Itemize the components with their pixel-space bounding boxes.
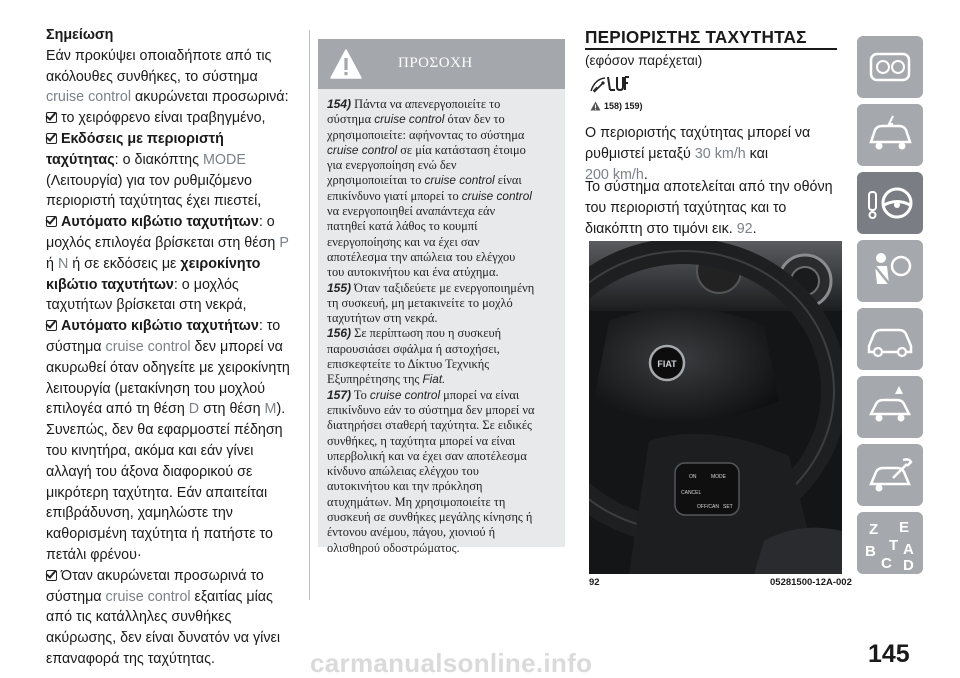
text-line bbox=[46, 275, 304, 296]
text-span: του περιοριστή ταχύτητας και το bbox=[585, 199, 787, 216]
text-span: ατυχημάτων. Μη χρησιμοποιείτε τη bbox=[327, 494, 506, 509]
alphabetical-index-icon bbox=[857, 512, 923, 574]
text-span: cruise control bbox=[369, 387, 441, 402]
text-span: αλλαγή του άξονα διαφορικού σε bbox=[46, 463, 253, 480]
footnote-numbers: 158) 159) bbox=[604, 101, 643, 111]
text-span: επαναφορά της ταχύτητας. bbox=[46, 650, 215, 667]
text-span: παρουσιάσει σφάλμα ή αστοχήσει, bbox=[327, 341, 500, 356]
watermark: carmanualsonline.info bbox=[310, 648, 593, 678]
text-line bbox=[46, 171, 304, 192]
text-span: χρησιμοποιείται το bbox=[327, 173, 425, 188]
text-line bbox=[46, 316, 304, 337]
button-on: ON bbox=[689, 474, 697, 480]
figure-number: 92 bbox=[589, 577, 600, 588]
text-line bbox=[46, 587, 304, 608]
text-span: Όταν ακυρώνεται προσωρινά το bbox=[61, 567, 264, 584]
text-span: επικίνδυνο γιατί μπορεί το bbox=[327, 188, 462, 203]
text-span: περιοριστή ταχύτητας έχει πιεστεί, bbox=[46, 193, 262, 210]
text-span: 157) bbox=[327, 387, 352, 402]
text-line bbox=[46, 628, 304, 649]
text-span: του αυτοκινήτου και ένα ατύχημα. bbox=[327, 265, 499, 280]
text-span: μοχλός επιλογέα βρίσκεται στη θέση bbox=[46, 234, 280, 251]
text-span: είναι bbox=[494, 173, 522, 188]
text-span: Fiat. bbox=[422, 372, 446, 387]
warning-title: ΠΡΟΣΟΧΗ bbox=[398, 55, 473, 71]
text-span: επικίνδυνο εάν το σύστημα δεν μπορεί να bbox=[327, 402, 535, 417]
text-span: επισκεφτείτε το Δίκτυο Τεχνικής bbox=[327, 357, 490, 372]
text-span: καθορισμένη ταχύτητα ή πατήστε το bbox=[46, 526, 273, 543]
tab-driving-controls[interactable] bbox=[857, 172, 923, 234]
text-line bbox=[585, 198, 847, 219]
button-set: SET bbox=[723, 504, 733, 510]
text-span: cruise control bbox=[327, 142, 398, 157]
text-span: P bbox=[279, 234, 289, 251]
text-span: υπερβολική και να έχει σαν αποτέλεσμα bbox=[327, 448, 527, 463]
text-span: Το bbox=[351, 387, 370, 402]
column-divider bbox=[309, 30, 310, 600]
wrench-key-steering-wheel-icon bbox=[857, 172, 923, 234]
text-line bbox=[46, 503, 304, 524]
text-line bbox=[46, 483, 304, 504]
text-line bbox=[327, 128, 559, 143]
text-span: μπορεί να είναι bbox=[440, 387, 520, 402]
text-span: μικρότερη ταχύτητα. Εάν απαιτείται bbox=[46, 484, 268, 501]
text-line bbox=[46, 67, 304, 88]
text-line bbox=[327, 158, 559, 173]
text-line bbox=[327, 495, 559, 510]
text-span: δεν μπορεί να bbox=[190, 338, 283, 355]
text-line bbox=[46, 87, 304, 108]
text-span: και bbox=[745, 145, 769, 162]
text-span: 155) bbox=[327, 280, 352, 295]
text-span: Ο περιοριστής ταχύτητας μπορεί να bbox=[585, 125, 811, 141]
index-letter-b: B bbox=[865, 543, 876, 560]
note-text bbox=[46, 46, 304, 670]
text-span: Πάντα να απενεργοποιείτε το bbox=[351, 97, 501, 111]
text-line bbox=[585, 219, 847, 240]
text-span: cruise control bbox=[461, 188, 532, 203]
note-title: Σημείωση bbox=[46, 27, 114, 43]
limiter-display-icon bbox=[589, 73, 629, 95]
text-line bbox=[327, 204, 559, 219]
car-warning-light-icon bbox=[857, 104, 923, 166]
text-span: Αυτόματο κιβώτιο ταχυτήτων bbox=[61, 214, 259, 231]
text-span: σύστημα bbox=[327, 112, 375, 127]
text-span: του κινητήρα, ακόμα και εάν γίνει bbox=[46, 442, 254, 459]
text-span: Σε περίπτωση που η συσκευή bbox=[351, 326, 502, 341]
text-span: το χειρόφρενο είναι τραβηγμένο, bbox=[61, 110, 266, 127]
checkbox-bullet-icon bbox=[46, 133, 57, 144]
button-cancel: CANCEL bbox=[681, 490, 702, 496]
text-line bbox=[46, 150, 304, 171]
text-line bbox=[46, 212, 304, 233]
steering-wheel-photo bbox=[589, 241, 842, 574]
text-span: Αυτόματο κιβώτιο ταχυτήτων bbox=[61, 318, 259, 335]
text-span: 92 bbox=[736, 220, 753, 237]
text-span: . bbox=[643, 166, 648, 183]
text-line bbox=[46, 233, 304, 254]
text-span: cruise control bbox=[424, 173, 495, 188]
text-line bbox=[327, 464, 559, 479]
text-line bbox=[46, 420, 304, 441]
text-span: ή bbox=[46, 255, 58, 272]
tab-maintenance[interactable] bbox=[857, 444, 923, 506]
footnote-refs bbox=[590, 101, 643, 111]
text-span: 30 km/h bbox=[694, 145, 746, 162]
text-span: 200 km/h bbox=[585, 166, 644, 183]
text-span: Συνεπώς, δεν θα εφαρμοστεί πέδηση bbox=[46, 422, 283, 439]
text-span: Εκδόσεις με περιοριστή bbox=[61, 130, 224, 147]
tab-emergency[interactable] bbox=[857, 376, 923, 438]
text-span: σύστημα bbox=[46, 588, 106, 605]
text-span: : το bbox=[258, 318, 281, 335]
text-span: : ο μοχλός bbox=[173, 276, 239, 293]
note-column bbox=[46, 25, 304, 670]
text-span: Εξυπηρέτησης της bbox=[327, 372, 423, 387]
text-line bbox=[46, 462, 304, 483]
text-span: χρησιμοποιείτε: αφήνοντας το σύστημα bbox=[327, 127, 525, 142]
text-span: Εάν προκύψει οποιαδήποτε από τις bbox=[46, 47, 272, 64]
text-span: σε μία κατάσταση έτοιμο bbox=[397, 142, 526, 157]
text-line bbox=[46, 108, 304, 129]
text-line bbox=[46, 441, 304, 462]
text-span: ακυρώνεται προσωρινά: bbox=[131, 89, 289, 106]
text-line bbox=[46, 649, 304, 670]
text-line bbox=[327, 235, 559, 250]
button-mode: MODE bbox=[711, 474, 726, 480]
text-span: (Λειτουργία) για τον ρυθμιζόμενο bbox=[46, 172, 252, 189]
text-span: ). bbox=[276, 401, 286, 418]
text-span: ακυρωθεί όταν οδηγείτε με χειροκίνητη bbox=[46, 359, 290, 376]
text-line bbox=[327, 342, 559, 357]
text-span: : ο διακόπτης bbox=[114, 151, 203, 168]
text-span: εξαιτίας μίας bbox=[190, 588, 273, 605]
text-line bbox=[327, 143, 559, 158]
text-line bbox=[327, 281, 559, 296]
text-span: ενεργοποίησης και να έχει σαν bbox=[327, 234, 480, 249]
text-span: 156) bbox=[327, 326, 352, 341]
text-line bbox=[327, 112, 559, 127]
text-line bbox=[327, 525, 559, 540]
text-span: : ο bbox=[258, 214, 275, 231]
text-line bbox=[46, 254, 304, 275]
text-span: κιβώτιο ταχυτήτων bbox=[46, 276, 174, 293]
text-line bbox=[327, 388, 559, 403]
text-line bbox=[327, 219, 559, 234]
text-line bbox=[327, 97, 559, 112]
text-line bbox=[46, 399, 304, 420]
heading-rule bbox=[585, 48, 837, 50]
text-line bbox=[46, 295, 304, 316]
text-span: επιλογέα από τη θέση bbox=[46, 401, 189, 418]
text-line bbox=[46, 607, 304, 628]
text-span: cruise control bbox=[105, 588, 191, 605]
text-line bbox=[585, 144, 847, 165]
text-span: πετάλι φρένου· bbox=[46, 546, 142, 563]
text-span: Το σύστημα αποτελείται από την οθόνη bbox=[585, 179, 833, 195]
text-line bbox=[327, 189, 559, 204]
page-number: 145 bbox=[868, 640, 910, 668]
text-line bbox=[46, 46, 304, 67]
text-span: χειροκίνητο bbox=[180, 255, 261, 272]
checkbox-bullet-icon bbox=[46, 216, 57, 227]
seat-belt-airbag-icon bbox=[857, 240, 923, 302]
text-span: σύστημα bbox=[46, 338, 106, 355]
text-line bbox=[327, 434, 559, 449]
text-line bbox=[327, 357, 559, 372]
text-span: ταχυτήτων βρίσκεται στη νεκρά, bbox=[46, 297, 247, 314]
car-breakdown-icon bbox=[857, 308, 923, 370]
checkbox-bullet-icon bbox=[46, 112, 57, 123]
text-line bbox=[327, 296, 559, 311]
text-line bbox=[327, 541, 559, 556]
text-line bbox=[585, 177, 847, 198]
text-span: κίνδυνο απώλειας ελέγχου του bbox=[327, 464, 479, 479]
text-span: Όταν ταξιδεύετε με ενεργοποιημένη bbox=[351, 280, 535, 295]
text-line bbox=[46, 129, 304, 150]
text-span: cruise control bbox=[46, 89, 132, 106]
text-line bbox=[46, 358, 304, 379]
index-letter-c: C bbox=[881, 555, 892, 572]
tab-safety[interactable] bbox=[857, 240, 923, 302]
index-letter-z: Z bbox=[869, 521, 879, 538]
car-maintenance-icon bbox=[857, 376, 923, 438]
text-line bbox=[327, 372, 559, 387]
section-subheading: (εφόσον παρέχεται) bbox=[585, 53, 703, 68]
text-line bbox=[327, 173, 559, 188]
text-span: M bbox=[264, 401, 277, 418]
index-letter-d: D bbox=[903, 557, 914, 574]
text-line bbox=[327, 449, 559, 464]
index-letter-t: T bbox=[889, 537, 899, 554]
text-line bbox=[327, 418, 559, 433]
text-span: πατηθεί κατά λάθος το κουμπί bbox=[327, 219, 478, 234]
text-span: συσκευή σε συνθήκες μεγάλης κίνησης ή bbox=[327, 510, 533, 525]
text-line bbox=[327, 250, 559, 265]
warning-body bbox=[318, 89, 565, 555]
text-span: στη θέση bbox=[199, 401, 265, 418]
text-span: λειτουργία (μετακίνηση του μοχλού bbox=[46, 380, 266, 397]
text-span: . bbox=[752, 220, 757, 237]
text-span: ολισθηρού οδοστρώματος. bbox=[327, 540, 460, 555]
car-dashboard-icon bbox=[857, 36, 923, 98]
text-span: ακύρωσης, δεν είναι δυνατόν να γίνει bbox=[46, 630, 281, 647]
text-line bbox=[585, 123, 847, 144]
text-span: N bbox=[57, 255, 69, 272]
tab-dashboard[interactable] bbox=[857, 36, 923, 98]
text-span: επιβράδυνση, χαμηλώστε την bbox=[46, 505, 233, 522]
text-span: όταν δεν το bbox=[444, 112, 505, 127]
text-span: διατηρήσει σταθερή ταχύτητα. Σε ειδικές bbox=[327, 418, 532, 433]
text-line bbox=[46, 566, 304, 587]
text-span: MODE bbox=[202, 151, 246, 168]
text-span: 154) bbox=[327, 97, 352, 111]
warning-triangle-icon bbox=[330, 48, 362, 80]
text-span: ταχυτήτων στη νεκρά. bbox=[327, 311, 438, 326]
tab-warning-lights[interactable] bbox=[857, 104, 923, 166]
text-line bbox=[327, 265, 559, 280]
text-span: να ενεργοποιηθεί αναπάντεχα εάν bbox=[327, 204, 496, 219]
text-line bbox=[46, 191, 304, 212]
index-letter-a: A bbox=[903, 541, 914, 558]
warning-triangle-icon bbox=[590, 101, 601, 111]
text-span: ταχύτητας bbox=[46, 151, 115, 168]
text-line bbox=[46, 379, 304, 400]
figure-code: 05281500-12A-002 bbox=[770, 577, 852, 588]
text-line bbox=[327, 479, 559, 494]
limiter-system-paragraph bbox=[585, 177, 847, 239]
text-line bbox=[46, 337, 304, 358]
steering-logo: FIAT bbox=[657, 359, 677, 369]
text-line bbox=[327, 403, 559, 418]
text-line bbox=[327, 311, 559, 326]
text-span: cruise control bbox=[374, 112, 445, 127]
text-line bbox=[327, 510, 559, 525]
text-span: ή σε εκδόσεις με bbox=[68, 255, 181, 272]
tab-index[interactable] bbox=[857, 512, 923, 574]
text-span: αποτέλεσμα την απώλεια του ελέγχου bbox=[327, 249, 516, 264]
button-offcan: OFF/CAN bbox=[697, 504, 719, 510]
checkbox-bullet-icon bbox=[46, 320, 57, 331]
text-span: έντονου ανέμου, πάγου, χιονιού ή bbox=[327, 525, 496, 540]
text-span: cruise control bbox=[105, 338, 191, 355]
section-heading: ΠΕΡΙΟΡΙΣΤΗΣ ΤΑΧΥΤΗΤΑΣ bbox=[585, 27, 807, 47]
text-span: ρυθμιστεί μεταξύ bbox=[585, 145, 695, 162]
text-line bbox=[46, 545, 304, 566]
index-letter-e: E bbox=[899, 519, 910, 536]
checkbox-bullet-icon bbox=[46, 570, 57, 581]
text-span: τη συσκευή, μη μετακινείτε το μοχλό bbox=[327, 295, 513, 310]
text-span: D bbox=[188, 401, 200, 418]
technical-data-icon bbox=[857, 444, 923, 506]
text-span: από τις κατάλληλες συνθήκες bbox=[46, 609, 232, 626]
tab-starting-driving[interactable] bbox=[857, 308, 923, 370]
text-span: συνθήκες, η ταχύτητα μπορεί να είναι bbox=[327, 433, 516, 448]
text-span: ακόλουθες συνθήκες, το σύστημα bbox=[46, 68, 258, 85]
text-line bbox=[46, 524, 304, 545]
text-span: αυτοκινήτου και την πρόκληση bbox=[327, 479, 483, 494]
text-line bbox=[327, 326, 559, 341]
text-span: διακόπτη στο τιμόνι εικ. bbox=[585, 220, 737, 237]
warning-header bbox=[318, 39, 565, 89]
text-span: για ενεργοποίηση ενώ δεν bbox=[327, 158, 457, 173]
steering-wheel-illustration bbox=[589, 241, 842, 574]
